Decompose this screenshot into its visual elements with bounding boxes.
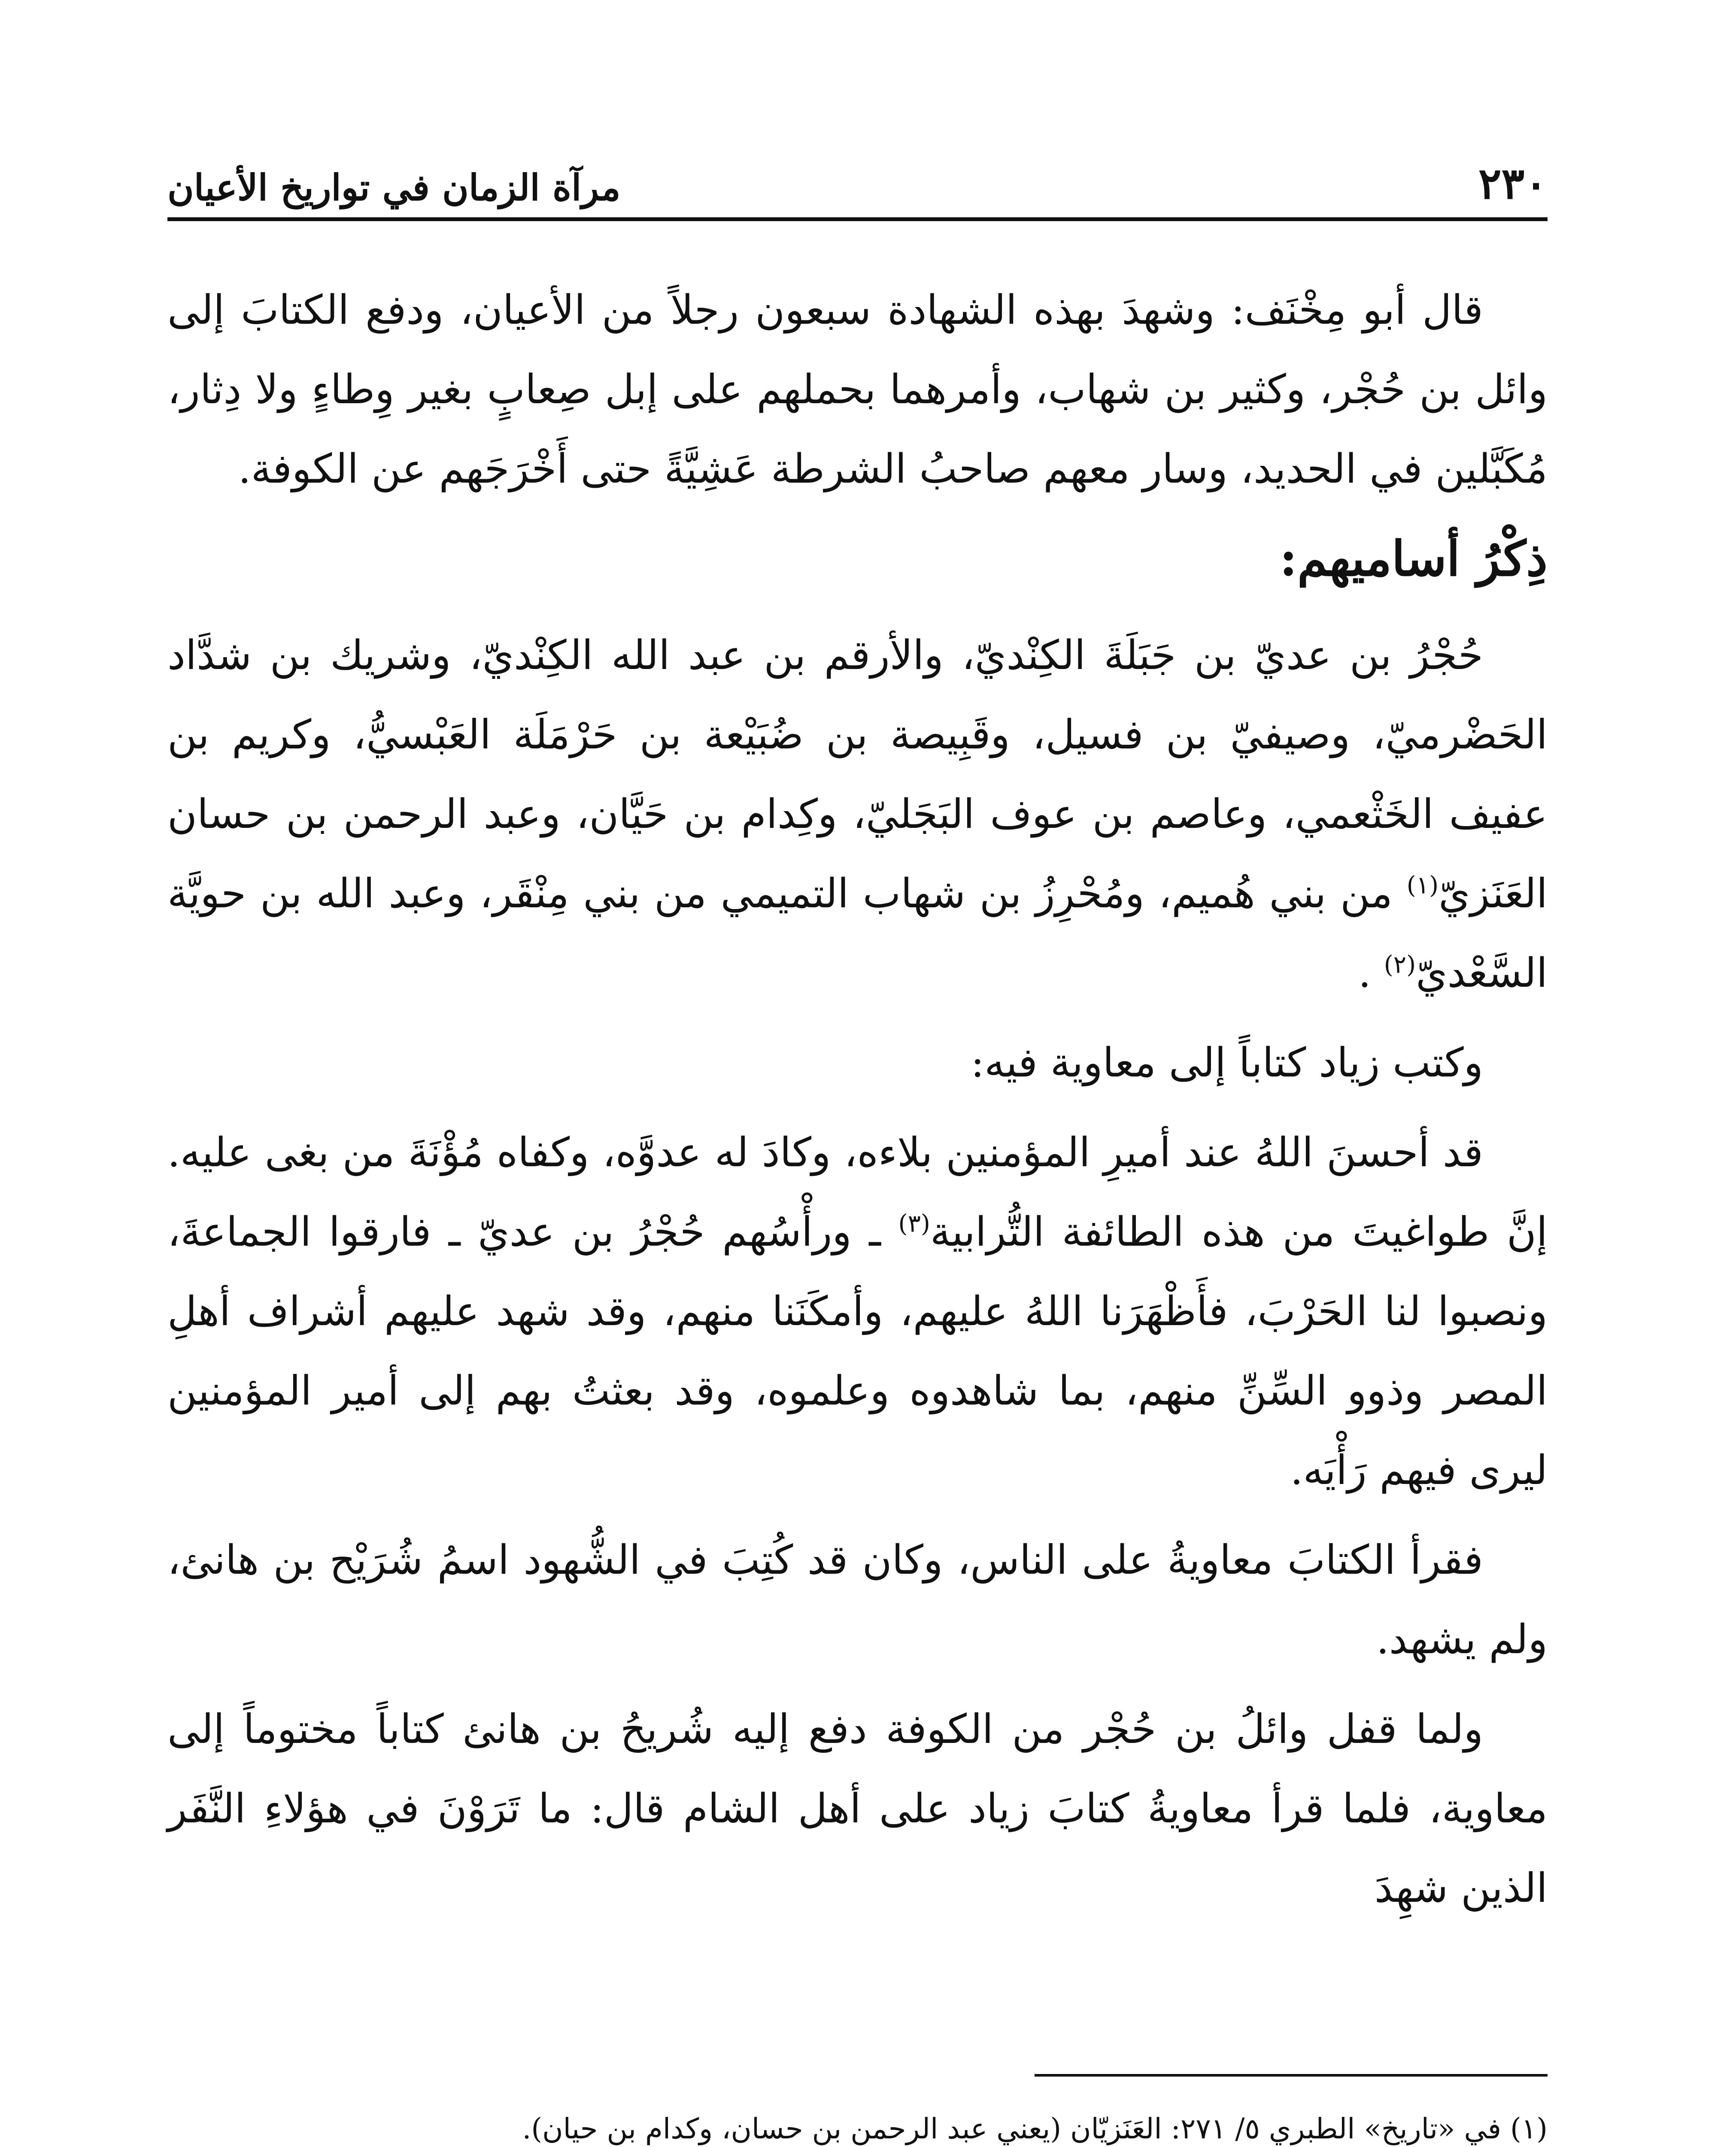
- footnote-ref[interactable]: (٣): [898, 1210, 930, 1238]
- paragraph: [167, 1113, 1548, 1510]
- footnotes: [167, 2104, 1548, 2147]
- text-span: من بني هُميم، ومُحْرِزُ بن شهاب التميمي من بني مِنْقَر، وعبد الله بن حويَّة السَّعْديّ: [167, 870, 1548, 997]
- text-span: .: [1358, 950, 1384, 997]
- footnote-ref[interactable]: (٢): [1384, 951, 1416, 979]
- paragraph: قال أبو مِخْنَف: وشهدَ بهذه الشهادة سبعون رجلاً من الأعيان، ودفع الكتابَ إلى وائل بن حُجْر، وكثير بن شهاب، وأمرهما بحملهم على إبل صِعابٍ بغير وِطاءٍ ولا دِثار، مُكَبَّلين في الحديد، وسار معهم صاحبُ الشرطة عَشِيَّةً حتى أَخْرَجَهم عن الكوفة.: [167, 287, 1548, 493]
- section-heading: ذِكْرُ أساميهم:: [1279, 531, 1548, 587]
- text-span: قد أحسنَ اللهُ عند أميرِ المؤمنين بلاءه، وكادَ له عدوَّه، وكفاه مُؤْنَةَ من بغى عليه. إنَّ طواغيتَ من هذه الطائفة التُّرابية: [167, 1129, 1548, 1256]
- footnote-ref[interactable]: (١): [1406, 871, 1439, 900]
- main-text: [167, 271, 1548, 1938]
- footnote: (١) في «تاريخ» الطبري ٥/ ٢٧١: العَنَزيّان (يعني عبد الرحمن بن حسان، وكدام بن حيان).: [522, 2112, 1548, 2145]
- paragraph: وكتب زياد كتاباً إلى معاوية فيه:: [971, 1040, 1483, 1086]
- paragraph: ولما قفل وائلُ بن حُجْر من الكوفة دفع إليه شُريحُ بن هانئ كتاباً مختوماً إلى معاوية، فلما قرأ معاويةُ كتابَ زياد على أهل الشام قال: ما تَرَوْنَ في هؤلاءِ النَّفَر الذين شهِدَ: [167, 1706, 1548, 1912]
- paragraph: [167, 616, 1548, 1013]
- text-span: حُجْرُ بن عديّ بن جَبَلَةَ الكِنْديّ، والأرقم بن عبد الله الكِنْديّ، وشريك بن شدَّاد الحَضْرميّ، وصيفيّ بن فسيل، وقَبِيصة بن ضُبَيْعة بن حَرْمَلَة العَبْسيُّ، وكريم بن عفيف الخَثْعمي، وعاصم بن عوف البَجَليّ، وكِدام بن حَيَّان، وعبد الرحمن بن حسان العَنَزيّ: [167, 632, 1548, 917]
- paragraph: فقرأ الكتابَ معاويةُ على الناس، وكان قد كُتِبَ في الشُّهود اسمُ شُرَيْح بن هانئ، ولم يشهد.: [167, 1537, 1548, 1663]
- page-header: [167, 152, 1548, 221]
- text-span: ـ ورأْسُهم حُجْرُ بن عديّ ـ فارقوا الجماعةَ، ونصبوا لنا الحَرْبَ، فأَظْهَرَنا اللهُ عليهم، وأمكَنَنا منهم، وقد شهد عليهم أشراف أهلِ المصر وذوو السِّنِّ منهم، بما شاهدوه وعلموه، وقد بعثتُ بهم إلى أمير المؤمنين ليرى فيهم رَأْيَه.: [167, 1209, 1548, 1494]
- page-number: ٢٣٠: [1478, 158, 1548, 209]
- book-title: مرآة الزمان في تواريخ الأعيان: [167, 166, 621, 209]
- footnote-separator: [1035, 2074, 1548, 2077]
